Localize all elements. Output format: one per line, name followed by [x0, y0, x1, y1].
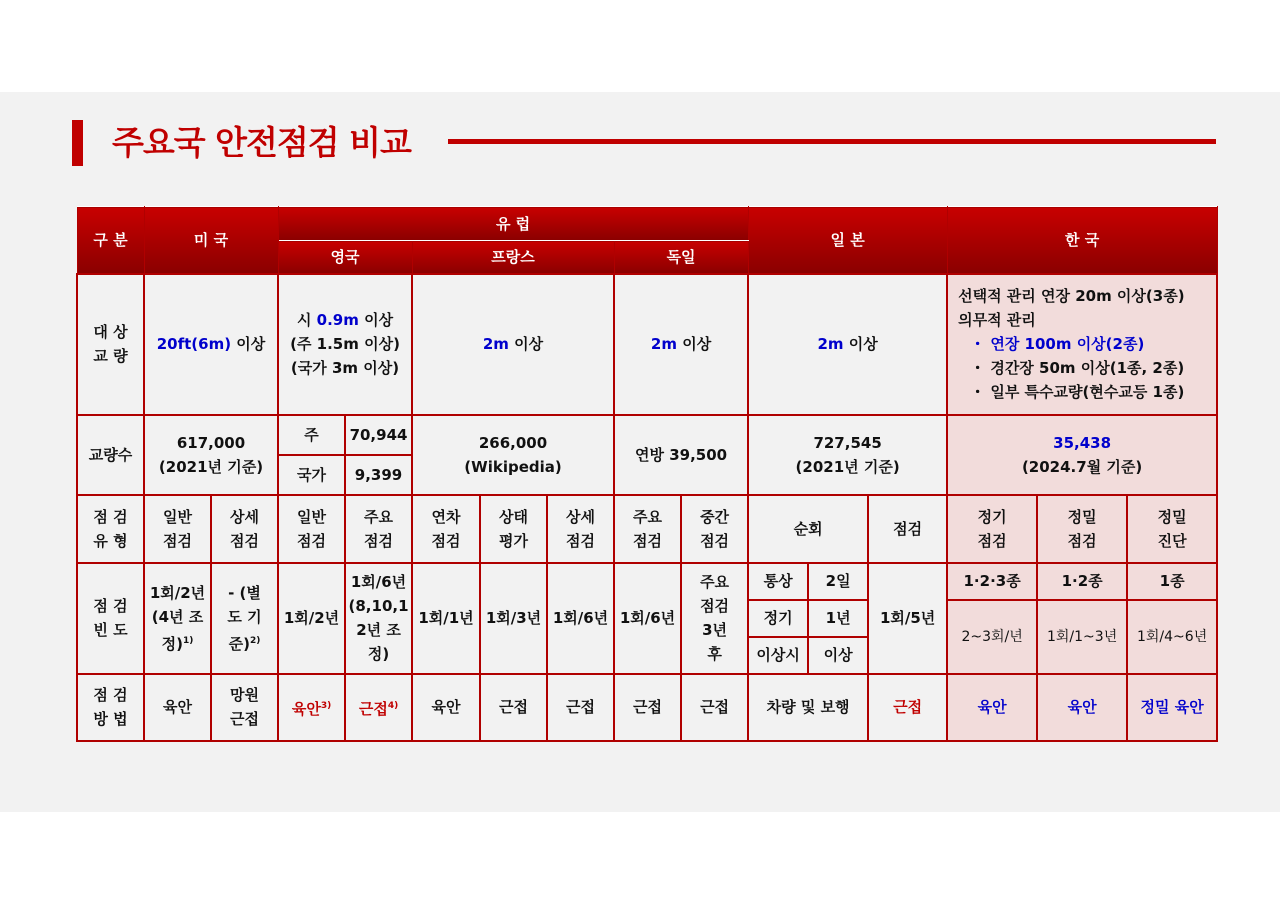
method-cell: 정밀 육안	[1127, 674, 1217, 741]
row-label-types: 점 검 유 형	[77, 495, 144, 563]
value: 1회/2년 (4년 조정)	[149, 583, 206, 653]
line: ・ 연장 100m 이상(2종)	[970, 335, 1145, 353]
line: (주 1.5m 이상)	[290, 335, 400, 353]
freq-jp-patrol-value: 이상	[808, 637, 868, 674]
hl: 2m	[650, 335, 677, 353]
freq-de-intermediate: 주요 점검 3년 후	[681, 563, 748, 674]
count-france	[412, 415, 614, 495]
header-france: 프랑스	[412, 241, 614, 274]
method-cell: 근접	[480, 674, 547, 741]
count-uk-state-label: 주	[278, 415, 345, 455]
row-label-target: 대 상 교 량	[77, 274, 144, 415]
method-cell: 망원 근접	[211, 674, 278, 741]
line: ・ 경간장 50m 이상(1종, 2종)	[970, 359, 1185, 377]
value: 35,438	[1053, 433, 1112, 452]
freq-kr-grade: 1종	[1127, 563, 1217, 600]
freq-fr-state: 1회/3년	[480, 563, 547, 674]
rest: 이상	[358, 311, 394, 329]
type-cell: 주요 점검	[614, 495, 681, 563]
freq-de-major: 1회/6년	[614, 563, 681, 674]
type-cell: 연차 점검	[412, 495, 480, 563]
pre: 시	[296, 311, 317, 329]
freq-jp-patrol-label: 통상	[748, 563, 808, 600]
target-germany	[614, 274, 748, 415]
footnote: 3)	[320, 700, 332, 711]
type-cell: 일반 점검	[144, 495, 211, 563]
freq-usa-general	[144, 563, 211, 674]
line: 선택적 관리 연장 20m 이상(3종)	[958, 287, 1185, 305]
type-cell: 중간 점검	[681, 495, 748, 563]
freq-jp-patrol-label: 정기	[748, 600, 808, 637]
method-cell: 근접	[868, 674, 947, 741]
note: (2024.7월 기준)	[1021, 457, 1143, 476]
count-uk-state-value: 70,944	[345, 415, 412, 455]
freq-kr-grade: 1·2·3종	[947, 563, 1037, 600]
header-europe: 유 럽	[278, 207, 748, 241]
method-cell: 육안	[412, 674, 480, 741]
type-cell: 정밀 진단	[1127, 495, 1217, 563]
value: 617,000	[176, 433, 246, 452]
line: 의무적 관리	[958, 311, 1036, 329]
type-cell: 상세 점검	[547, 495, 614, 563]
freq-uk-general: 1회/2년	[278, 563, 345, 674]
header-japan: 일 본	[748, 207, 947, 274]
comparison-table	[76, 206, 1218, 742]
freq-uk-principal: 1회/6년 (8,10,12년 조정)	[345, 563, 412, 674]
freq-jp-inspection: 1회/5년	[868, 563, 947, 674]
footnote: 4)	[387, 700, 399, 711]
count-usa	[144, 415, 278, 495]
value: 근접	[358, 699, 388, 718]
hl: 0.9m	[316, 311, 359, 329]
type-cell: 일반 점검	[278, 495, 345, 563]
count-germany: 연방 39,500	[614, 415, 748, 495]
type-cell: 정기 점검	[947, 495, 1037, 563]
hl: 20ft(6m)	[156, 335, 232, 353]
note: (2021년 기준)	[158, 457, 264, 476]
value: - (별도 기준)	[227, 583, 262, 653]
target-japan	[748, 274, 947, 415]
freq-fr-detail: 1회/6년	[547, 563, 614, 674]
row-label-method: 점 검 방 법	[77, 674, 144, 741]
footnote: 1)	[182, 635, 194, 646]
method-cell: 육안	[947, 674, 1037, 741]
rest: 이상	[231, 335, 266, 353]
rest: 이상	[508, 335, 544, 353]
method-cell: 근접	[614, 674, 681, 741]
target-korea	[947, 274, 1217, 415]
header-usa: 미 국	[144, 207, 278, 274]
method-cell: 육안	[1037, 674, 1127, 741]
hl: 2m	[817, 335, 844, 353]
header-uk: 영국	[278, 241, 412, 274]
type-cell: 주요 점검	[345, 495, 412, 563]
method-cell: 육안	[144, 674, 211, 741]
target-uk	[278, 274, 412, 415]
freq-usa-detail	[211, 563, 278, 674]
freq-jp-patrol-value: 2일	[808, 563, 868, 600]
type-cell: 상세 점검	[211, 495, 278, 563]
line: (국가 3m 이상)	[290, 359, 400, 377]
count-uk-national-value: 9,399	[345, 455, 412, 495]
rest: 이상	[843, 335, 878, 353]
count-korea	[947, 415, 1217, 495]
note: (Wikipedia)	[464, 457, 562, 476]
method-cell: 근접	[681, 674, 748, 741]
type-cell: 순회	[748, 495, 868, 563]
target-usa	[144, 274, 278, 415]
freq-kr-value: 2~3회/년	[947, 600, 1037, 674]
footnote: 2)	[249, 635, 261, 646]
type-cell: 점검	[868, 495, 947, 563]
value: 육안	[291, 699, 321, 718]
type-cell: 상태 평가	[480, 495, 547, 563]
method-cell: 차량 및 보행	[748, 674, 868, 741]
method-cell	[345, 674, 412, 741]
freq-kr-grade: 1·2종	[1037, 563, 1127, 600]
value: 266,000	[478, 433, 548, 452]
freq-jp-patrol-value: 1년	[808, 600, 868, 637]
value: 727,545	[813, 433, 882, 452]
freq-kr-value: 1회/4~6년	[1127, 600, 1217, 674]
header-category: 구 분	[77, 207, 144, 274]
header-korea: 한 국	[947, 207, 1217, 274]
note: (2021년 기준)	[795, 457, 900, 476]
title-rule	[448, 139, 1216, 144]
line: ・ 일부 특수교량(현수교등 1종)	[970, 383, 1185, 401]
count-japan	[748, 415, 947, 495]
method-cell	[278, 674, 345, 741]
type-cell: 정밀 점검	[1037, 495, 1127, 563]
method-cell: 근접	[547, 674, 614, 741]
freq-jp-patrol-label: 이상시	[748, 637, 808, 674]
count-uk-national-label: 국가	[278, 455, 345, 495]
hl: 2m	[482, 335, 509, 353]
row-label-frequency: 점 검 빈 도	[77, 563, 144, 674]
page-title: 주요국 안전점검 비교	[112, 123, 411, 162]
title-accent-bar	[72, 120, 83, 166]
row-label-count: 교량수	[77, 415, 144, 495]
target-france	[412, 274, 614, 415]
freq-kr-value: 1회/1~3년	[1037, 600, 1127, 674]
rest: 이상	[677, 335, 712, 353]
freq-fr-annual: 1회/1년	[412, 563, 480, 674]
header-germany: 독일	[614, 241, 748, 274]
